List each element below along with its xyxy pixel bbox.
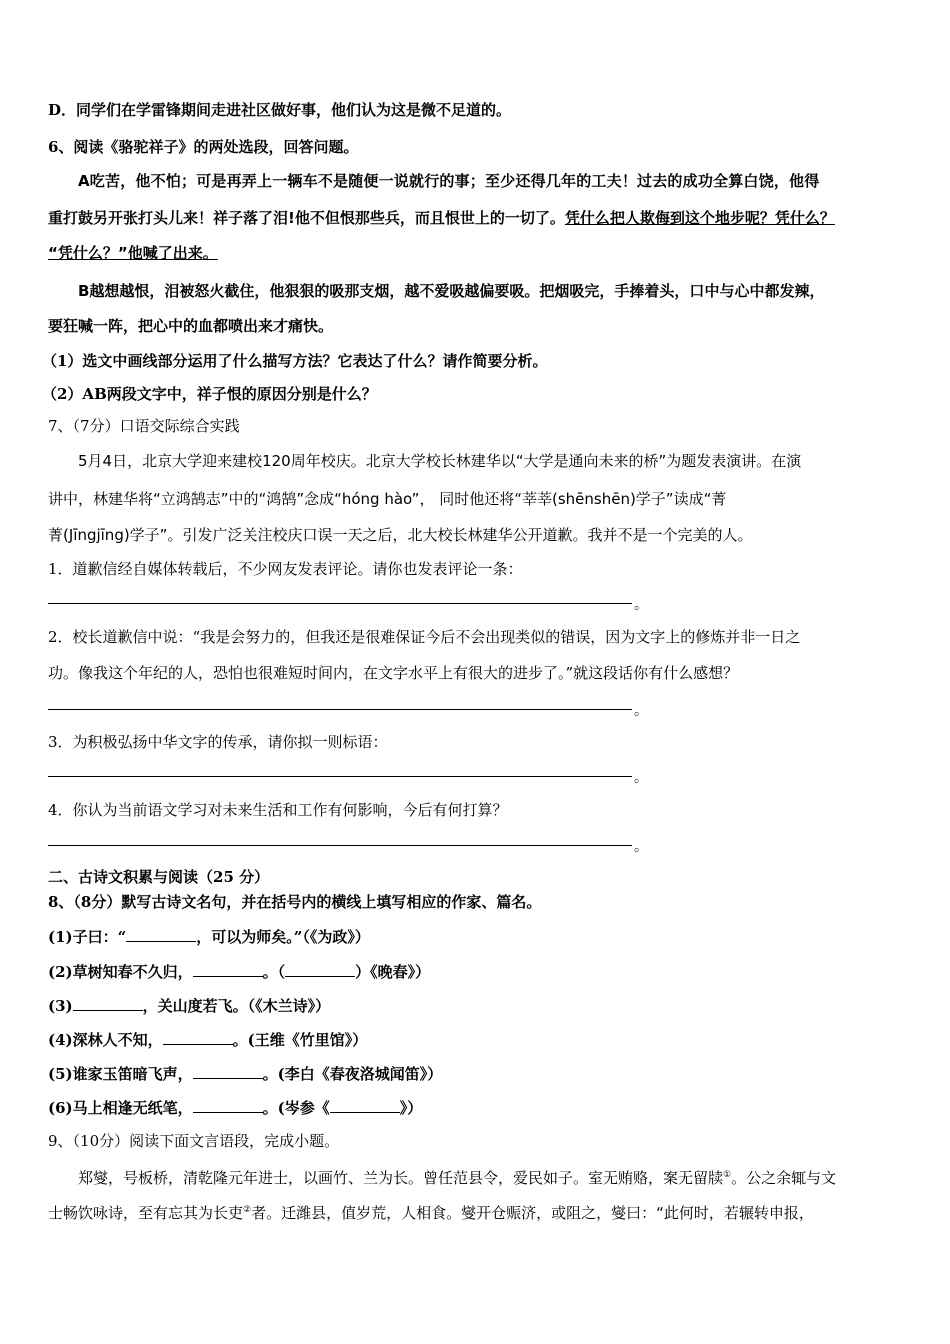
classical-text-line2: 士畅饮咏诗，至有忘其为长吏②者。迁潍县，值岁荒，人相食。燮开仓赈济，或阻之，燮曰：“此何时，若辗转申报，	[48, 1204, 814, 1222]
blank-input[interactable]	[330, 1096, 400, 1113]
answer-line-4[interactable]	[48, 845, 632, 846]
question-6-2: （2）AB两段文字中，祥子恨的原因分别是什么？	[42, 385, 377, 403]
question-6-title: 6、阅读《骆驼祥子》的两处选段，回答问题。	[48, 138, 359, 156]
passage-a-line3: “凭什么？”他喊了出来。	[48, 244, 218, 262]
question-9-title: 9、（10分）阅读下面文言语段，完成小题。	[48, 1132, 340, 1150]
subquestion-2-line1: 2．校长道歉信中说：“我是会努力的，但我还是很难保证今后不会出现类似的错误，因为文字上的修炼并非一日之	[48, 628, 801, 646]
blank-input[interactable]	[126, 925, 196, 942]
subquestion-3: 3．为积极弘扬中华文字的传承，请你拟一则标语：	[48, 733, 388, 751]
period-1: 。	[634, 597, 648, 613]
blank-input[interactable]	[193, 960, 263, 977]
section-2-heading: 二、古诗文积累与阅读（25 分）	[48, 868, 270, 886]
fill-5: (5)谁家玉笛暗飞声， 。(李白《春夜洛城闻笛》）	[48, 1062, 922, 1085]
period-2: 。	[634, 703, 648, 719]
subquestion-2-line2: 功。像我这个年纪的人，恐怕也很难短时间内，在文字水平上有很大的进步了。”就这段话你有什么感想？	[48, 664, 739, 682]
period-4: 。	[634, 839, 648, 855]
blank-input[interactable]	[73, 994, 143, 1011]
q7-paragraph-line1: 5月4日，北京大学迎来建校120周年校庆。北京大学校长林建华以“大学是通向未来的桥”为题发表演讲。在演	[78, 452, 802, 470]
passage-b-line2: 要狂喊一阵，把心中的血都喷出来才痛快。	[48, 317, 334, 335]
question-6-1: （1）选文中画线部分运用了什么描写方法？它表达了什么？请作简要分析。	[42, 352, 548, 370]
passage-b-line1: B越想越恨，泪被怒火截住，他狠狠的吸那支烟，越不爱吸越偏要吸。把烟吸完，手捧着头，口中与心中都发辣，	[78, 282, 825, 300]
blank-input[interactable]	[163, 1028, 233, 1045]
subquestion-4: 4．你认为当前语文学习对未来生活和工作有何影响，今后有何打算？	[48, 801, 508, 819]
classical-text-line1: 郑燮，号板桥，清乾隆元年进士，以画竹、兰为长。曾任范县令，爱民如子。室无贿赂，案无留牍①。公之余辄与文	[78, 1169, 837, 1187]
q7-paragraph-line2: 讲中，林建华将“立鸿鹄志”中的“鸿鹄”念成“hóng hào”， 同时他还将“莘莘(shēnshēn)学子”读成“菁	[48, 490, 727, 508]
answer-line-3[interactable]	[48, 776, 632, 777]
option-d: D．同学们在学雷锋期间走进社区做好事，他们认为这是微不足道的。	[48, 101, 512, 119]
question-8-title: 8、（8分）默写古诗文名句，并在括号内的横线上填写相应的作家、篇名。	[48, 893, 542, 911]
answer-line-1[interactable]	[48, 603, 632, 604]
underlined-text: 凭什么把人欺侮到这个地步呢？凭什么？	[564, 209, 835, 227]
passage-a-line2: 重打鼓另开张打头儿来！祥子落了泪!他不但恨那些兵，而且恨世上的一切了。凭什么把人欺侮到这个地步呢？凭什么？	[48, 209, 835, 227]
fill-1: (1)子曰：“ ，可以为师矣。”（《为政》）	[48, 925, 922, 948]
question-7-title: 7、（7分）口语交际综合实践	[48, 417, 240, 435]
fill-6: (6)马上相逢无纸笔， 。(岑参《 》）	[48, 1096, 922, 1119]
blank-input[interactable]	[285, 960, 355, 977]
period-3: 。	[634, 770, 648, 786]
subquestion-1: 1．道歉信经自媒体转载后，不少网友发表评论。请你也发表评论一条：	[48, 560, 523, 578]
answer-line-2[interactable]	[48, 709, 632, 710]
blank-input[interactable]	[193, 1062, 263, 1079]
fill-4: (4)深林人不知， 。(王维《竹里馆》）	[48, 1028, 922, 1051]
fill-2: (2)草树知春不久归， 。（ ）《晚春》）	[48, 960, 922, 983]
fill-3: (3) ，关山度若飞。（《木兰诗》）	[48, 994, 922, 1017]
blank-input[interactable]	[193, 1096, 263, 1113]
passage-a-line1: A吃苦，他不怕；可是再弄上一辆车不是随便一说就行的事；至少还得几年的工夫！过去的成功全算白饶，他得	[78, 172, 820, 190]
q7-paragraph-line3: 菁(Jīngjīng)学子”。引发广泛关注校庆口误一天之后，北大校长林建华公开道歉。我并不是一个完美的人。	[48, 526, 753, 544]
